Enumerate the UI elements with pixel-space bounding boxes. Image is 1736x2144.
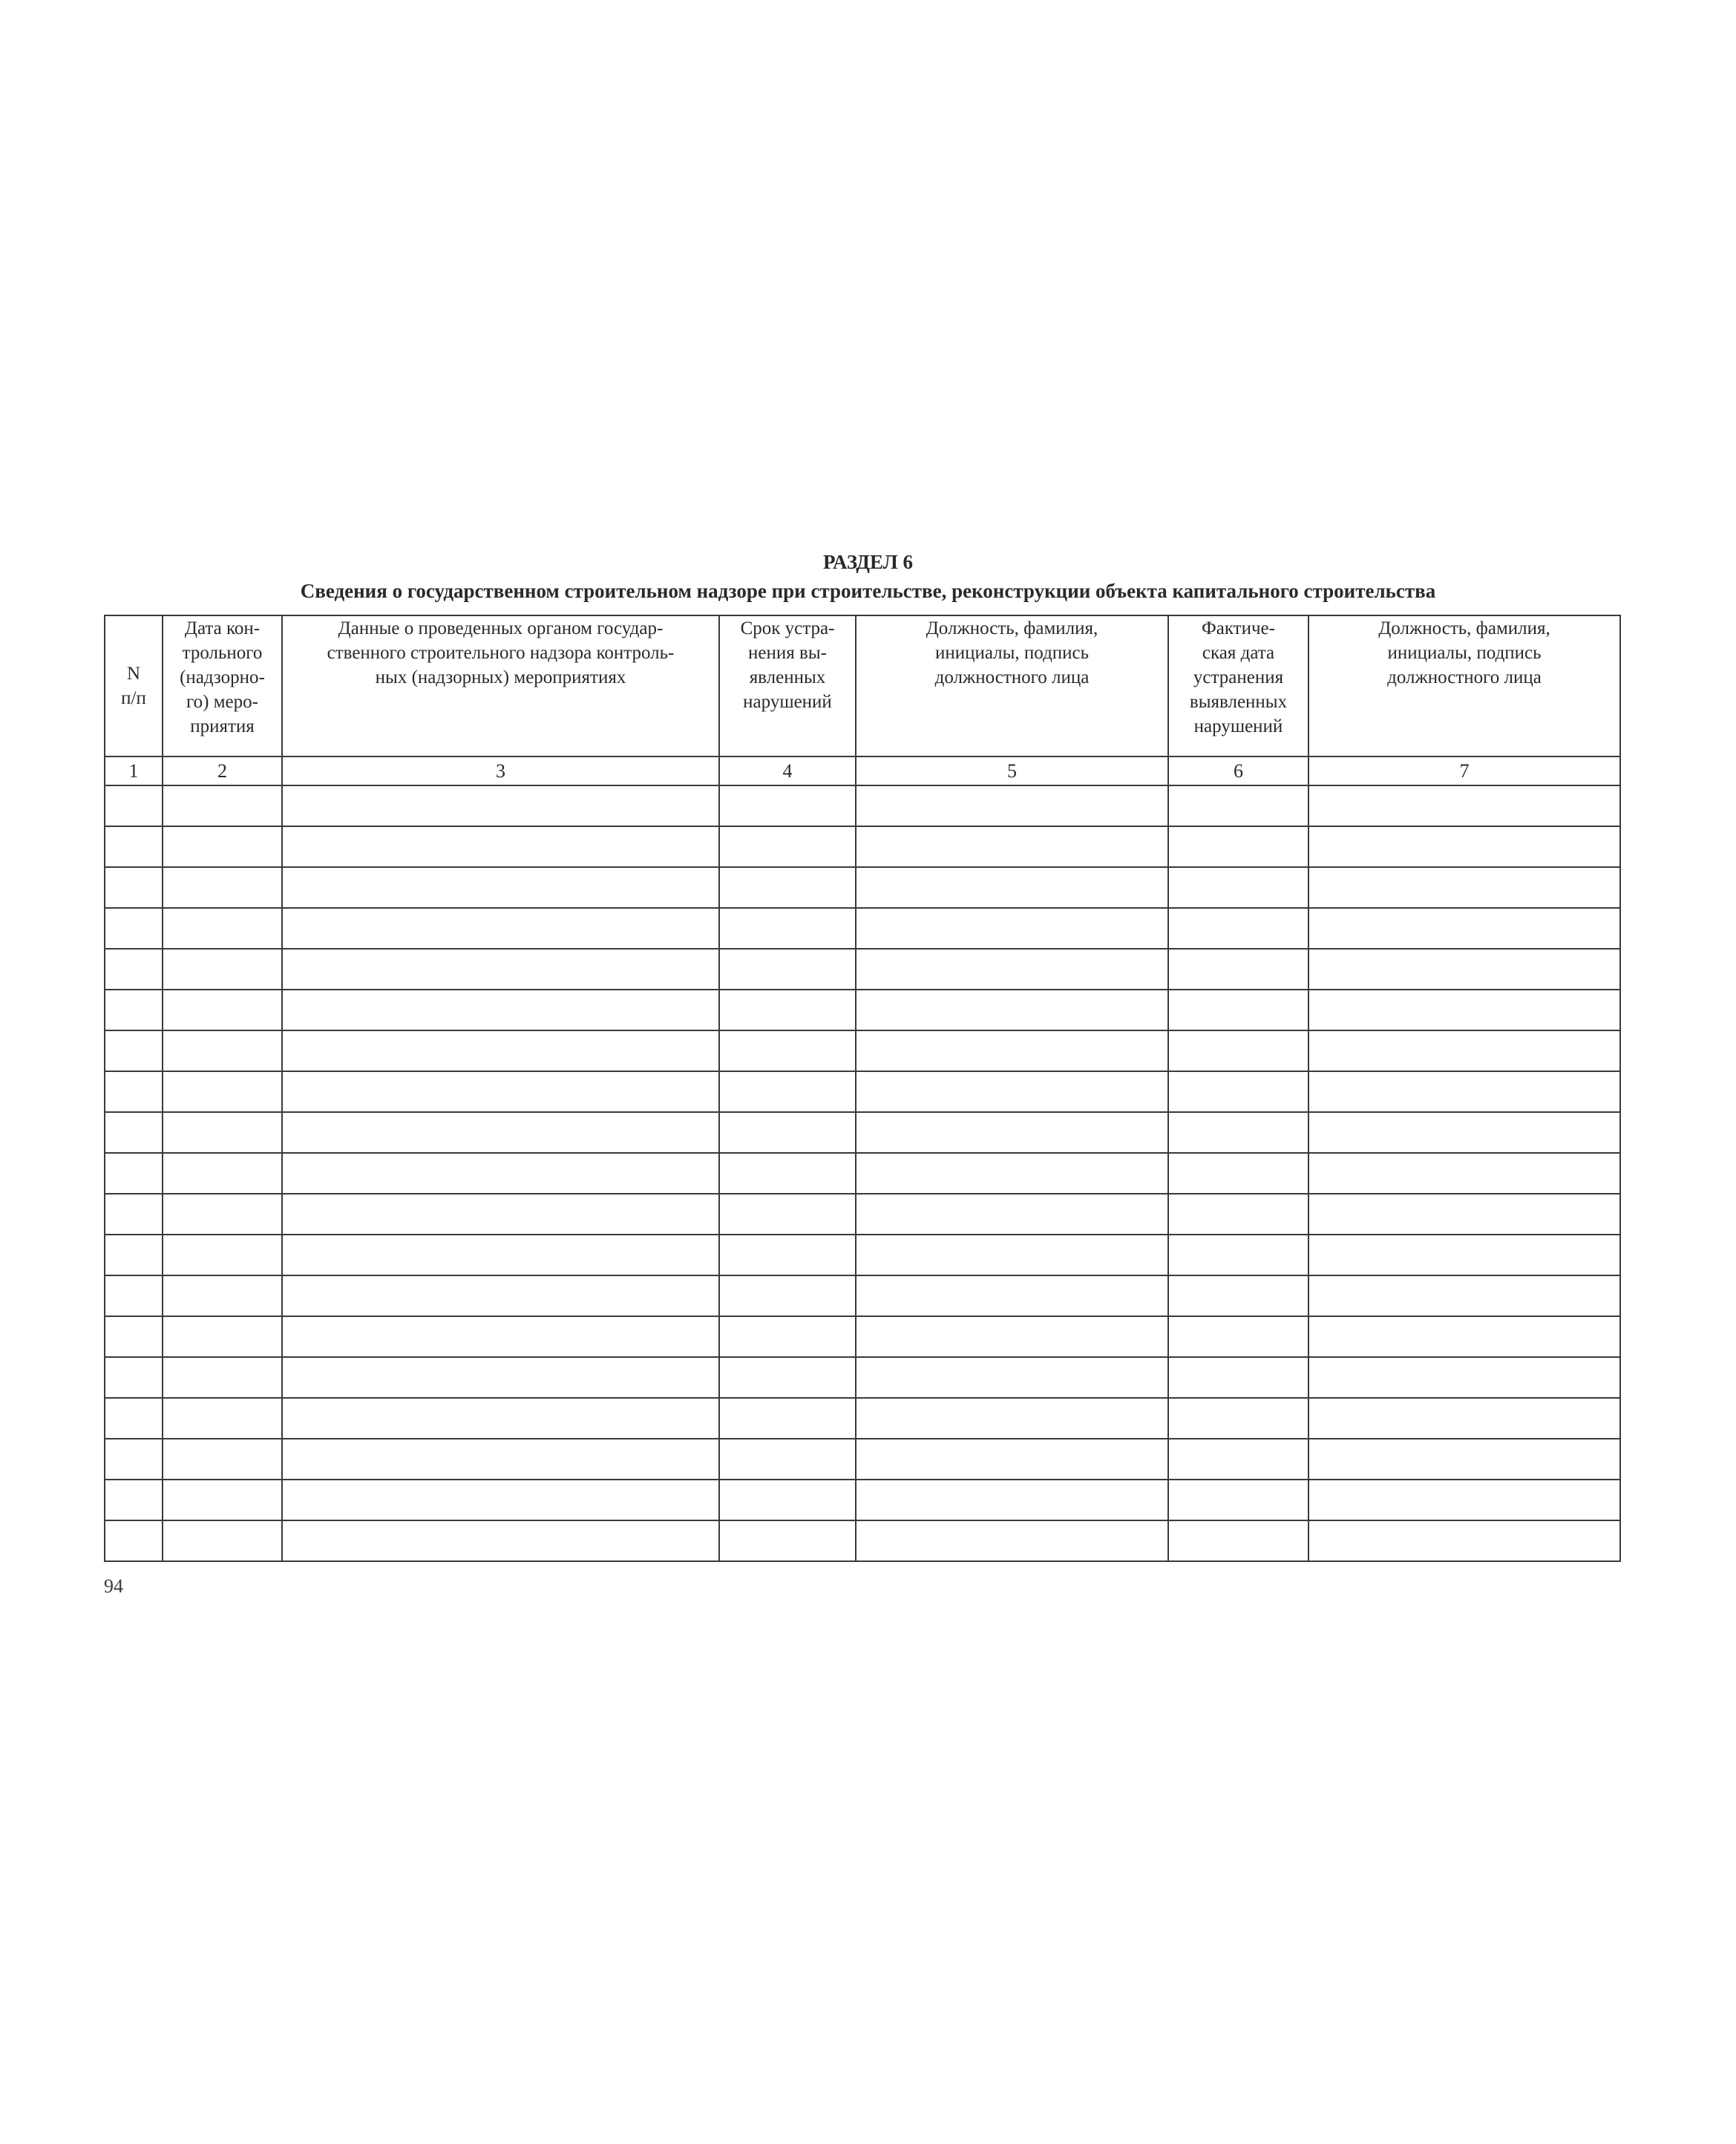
table-cell[interactable] [856, 1112, 1168, 1153]
table-row [105, 1030, 1620, 1071]
table-cell[interactable] [856, 826, 1168, 867]
table-cell[interactable] [105, 1030, 163, 1071]
table-row [105, 1235, 1620, 1275]
table-cell[interactable] [163, 1235, 282, 1275]
table-cell[interactable] [105, 990, 163, 1030]
table-cell[interactable] [856, 1275, 1168, 1316]
table-cell[interactable] [1308, 1316, 1620, 1357]
table-cell[interactable] [105, 1520, 163, 1561]
table-cell[interactable] [719, 1316, 856, 1357]
table-cell[interactable] [719, 990, 856, 1030]
table-cell[interactable] [719, 1357, 856, 1398]
table-cell[interactable] [105, 867, 163, 908]
table-cell[interactable] [163, 1316, 282, 1357]
table-cell[interactable] [105, 1357, 163, 1398]
table-cell[interactable] [282, 990, 719, 1030]
table-cell[interactable] [105, 826, 163, 867]
table-cell[interactable] [1168, 990, 1308, 1030]
table-row [105, 1194, 1620, 1235]
table-cell[interactable] [856, 1398, 1168, 1439]
table-cell[interactable] [282, 1071, 719, 1112]
table-cell[interactable] [1308, 1030, 1620, 1071]
column-number: 7 [1308, 756, 1620, 785]
table-cell[interactable] [1308, 1520, 1620, 1561]
table-cell[interactable] [105, 1153, 163, 1194]
table-cell[interactable] [719, 1112, 856, 1153]
table-cell[interactable] [105, 1112, 163, 1153]
table-cell[interactable] [282, 1153, 719, 1194]
section-subtitle: Сведения о государственном строительном надзоре при строительстве, реконструкции объекта капитального строительства [300, 580, 1436, 602]
table-cell[interactable] [856, 1071, 1168, 1112]
table-cell[interactable] [163, 1071, 282, 1112]
table-cell[interactable] [856, 1194, 1168, 1235]
table-cell[interactable] [163, 1153, 282, 1194]
column-number: 2 [163, 756, 282, 785]
table-cell[interactable] [282, 1112, 719, 1153]
table-cell[interactable] [282, 949, 719, 990]
table-cell[interactable] [1308, 785, 1620, 826]
table-cell[interactable] [1308, 1275, 1620, 1316]
table-cell[interactable] [1168, 1030, 1308, 1071]
table-cell[interactable] [719, 867, 856, 908]
page-number: 94 [104, 1575, 123, 1597]
table-cell[interactable] [1308, 1194, 1620, 1235]
table-cell[interactable] [1168, 1316, 1308, 1357]
table-cell[interactable] [282, 785, 719, 826]
table-row [105, 1480, 1620, 1520]
table-cell[interactable] [1308, 1235, 1620, 1275]
table-cell[interactable] [163, 908, 282, 949]
table-cell[interactable] [1168, 1357, 1308, 1398]
column-number: 5 [856, 756, 1168, 785]
column-number-row [105, 756, 1620, 785]
table-row [105, 949, 1620, 990]
table-cell[interactable] [856, 908, 1168, 949]
table-cell[interactable] [105, 785, 163, 826]
table-cell[interactable] [719, 785, 856, 826]
table-cell[interactable] [105, 1480, 163, 1520]
table-cell[interactable] [856, 949, 1168, 990]
table-cell[interactable] [163, 1357, 282, 1398]
table-cell[interactable] [1168, 1194, 1308, 1235]
column-number: 1 [105, 756, 163, 785]
table-row [105, 1439, 1620, 1480]
table-cell[interactable] [719, 826, 856, 867]
table-cell[interactable] [163, 1520, 282, 1561]
table-cell[interactable] [163, 1112, 282, 1153]
table-cell[interactable] [856, 1235, 1168, 1275]
table-cell[interactable] [1168, 1112, 1308, 1153]
section-title: РАЗДЕЛ 6 [822, 551, 914, 573]
table-cell[interactable] [1168, 908, 1308, 949]
table-cell[interactable] [1168, 1275, 1308, 1316]
table-cell[interactable] [1308, 1480, 1620, 1520]
header-cell-official: Должность, фамилия, инициалы, подпись должностного лица [856, 615, 1168, 756]
header-row [105, 615, 1620, 756]
table-cell[interactable] [282, 1316, 719, 1357]
table-cell[interactable] [856, 990, 1168, 1030]
table-cell[interactable] [105, 1194, 163, 1235]
table-cell[interactable] [1308, 1112, 1620, 1153]
header-cell-official-2: Должность, фамилия, инициалы, подпись должностного лица [1308, 615, 1620, 756]
table-row [105, 1275, 1620, 1316]
table-cell[interactable] [856, 1030, 1168, 1071]
table-cell[interactable] [719, 949, 856, 990]
table-cell[interactable] [719, 1398, 856, 1439]
table-cell[interactable] [282, 1439, 719, 1480]
table-cell[interactable] [282, 1357, 719, 1398]
table-cell[interactable] [1168, 1071, 1308, 1112]
table-cell[interactable] [719, 1153, 856, 1194]
table-cell[interactable] [1168, 1398, 1308, 1439]
table-cell[interactable] [719, 1480, 856, 1520]
table-cell[interactable] [856, 1316, 1168, 1357]
table-cell[interactable] [856, 785, 1168, 826]
table-cell[interactable] [1308, 1357, 1620, 1398]
table-cell[interactable] [163, 1030, 282, 1071]
table-cell[interactable] [856, 1480, 1168, 1520]
table-row [105, 1398, 1620, 1439]
table-cell[interactable] [163, 826, 282, 867]
table-cell[interactable] [282, 1194, 719, 1235]
table-cell[interactable] [719, 1439, 856, 1480]
table-cell[interactable] [1308, 826, 1620, 867]
table-cell[interactable] [1308, 908, 1620, 949]
table-cell[interactable] [1168, 867, 1308, 908]
table-cell[interactable] [105, 1275, 163, 1316]
table-row [105, 1357, 1620, 1398]
table-row [105, 826, 1620, 867]
table-row [105, 990, 1620, 1030]
table-cell[interactable] [719, 1071, 856, 1112]
column-number: 4 [719, 756, 856, 785]
table-row [105, 908, 1620, 949]
table-cell[interactable] [163, 949, 282, 990]
table-cell[interactable] [1168, 826, 1308, 867]
table-cell[interactable] [1308, 867, 1620, 908]
table-cell[interactable] [282, 1520, 719, 1561]
table-cell[interactable] [282, 1030, 719, 1071]
table-cell[interactable] [282, 826, 719, 867]
table-cell[interactable] [1168, 1520, 1308, 1561]
table-cell[interactable] [856, 1520, 1168, 1561]
table-cell[interactable] [1168, 1480, 1308, 1520]
column-number: 3 [282, 756, 719, 785]
table-cell[interactable] [105, 1439, 163, 1480]
table-cell[interactable] [719, 1030, 856, 1071]
table-cell[interactable] [1308, 1398, 1620, 1439]
table-body [105, 785, 1620, 1561]
header-cell-date: Дата кон- трольного (надзорно- го) меро- приятия [163, 615, 282, 756]
table-cell[interactable] [163, 990, 282, 1030]
table-cell[interactable] [856, 867, 1168, 908]
table-cell[interactable] [1168, 1153, 1308, 1194]
table-cell[interactable] [105, 1398, 163, 1439]
table-cell[interactable] [163, 1480, 282, 1520]
table-cell[interactable] [105, 1071, 163, 1112]
table-cell[interactable] [719, 1520, 856, 1561]
table-row [105, 785, 1620, 826]
table-cell[interactable] [282, 908, 719, 949]
table-cell[interactable] [1308, 990, 1620, 1030]
table-cell[interactable] [1168, 1235, 1308, 1275]
table-cell[interactable] [105, 1235, 163, 1275]
table-cell[interactable] [1168, 785, 1308, 826]
supervision-table [104, 615, 1621, 1562]
table-cell[interactable] [1168, 1439, 1308, 1480]
table-cell[interactable] [719, 908, 856, 949]
header-cell-number: N п/п [105, 615, 163, 756]
table-cell[interactable] [163, 785, 282, 826]
table-cell[interactable] [163, 1398, 282, 1439]
table-cell[interactable] [105, 949, 163, 990]
table-cell[interactable] [1308, 1153, 1620, 1194]
table-cell[interactable] [856, 1439, 1168, 1480]
table-cell[interactable] [719, 1235, 856, 1275]
table-row [105, 1153, 1620, 1194]
table-cell[interactable] [105, 908, 163, 949]
header-cell-actual-date: Фактиче- ская дата устранения выявленных нарушений [1168, 615, 1308, 756]
header-cell-deadline: Срок устра- нения вы- явленных нарушений [719, 615, 856, 756]
table-cell[interactable] [282, 1235, 719, 1275]
table-cell[interactable] [163, 1194, 282, 1235]
header-cell-inspection-data: Данные о проведенных органом государ- ственного строительного надзора контроль- ных (надзорных) мероприятиях [282, 615, 719, 756]
table-cell[interactable] [1308, 1439, 1620, 1480]
table-row [105, 1316, 1620, 1357]
table-cell[interactable] [282, 867, 719, 908]
table-cell[interactable] [105, 1316, 163, 1357]
table-cell[interactable] [282, 1480, 719, 1520]
table-cell[interactable] [1308, 1071, 1620, 1112]
table-cell[interactable] [719, 1194, 856, 1235]
table-row [105, 1112, 1620, 1153]
table-cell[interactable] [163, 1275, 282, 1316]
table-cell[interactable] [163, 1439, 282, 1480]
table-cell[interactable] [282, 1398, 719, 1439]
table-cell[interactable] [719, 1275, 856, 1316]
table-cell[interactable] [282, 1275, 719, 1316]
table-cell[interactable] [856, 1153, 1168, 1194]
table-row [105, 1071, 1620, 1112]
table-row [105, 1520, 1620, 1561]
table-cell[interactable] [163, 867, 282, 908]
table-row [105, 867, 1620, 908]
table-cell[interactable] [856, 1357, 1168, 1398]
table-cell[interactable] [1308, 949, 1620, 990]
column-number: 6 [1168, 756, 1308, 785]
table-cell[interactable] [1168, 949, 1308, 990]
